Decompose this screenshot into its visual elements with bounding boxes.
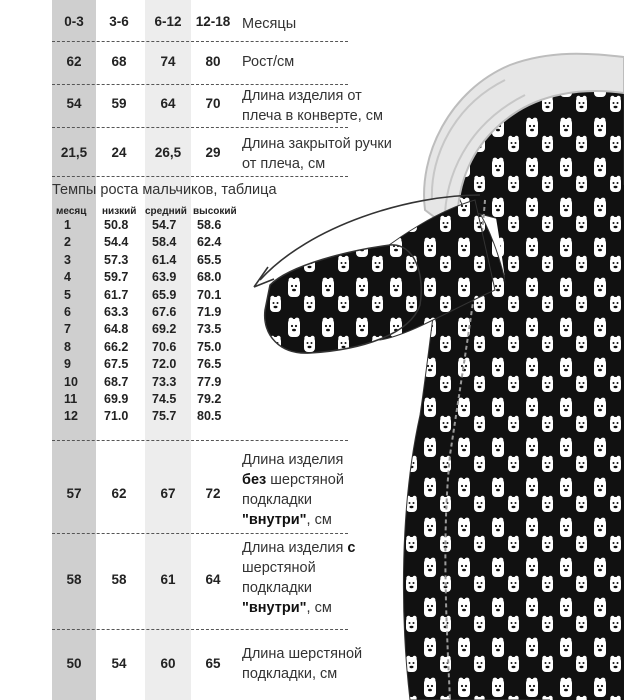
- height-value: 62: [66, 54, 82, 69]
- row-divider: [52, 41, 348, 42]
- length-without-lining-value: 57: [66, 486, 82, 501]
- row-divider: [52, 629, 348, 630]
- growth-low: 57.3: [104, 252, 129, 267]
- height-value: 80: [205, 54, 221, 69]
- growth-mid: 73.3: [152, 374, 177, 389]
- growth-table-title: Темпы роста мальчиков, таблица: [52, 182, 277, 198]
- growth-month: 2: [64, 235, 71, 250]
- growth-high: 70.1: [197, 287, 222, 302]
- row-divider: [52, 84, 348, 85]
- row-divider: [52, 440, 348, 441]
- growth-mid: 72.0: [152, 357, 177, 372]
- growth-high: 77.9: [197, 374, 222, 389]
- growth-low: 61.7: [104, 287, 129, 302]
- lining-length-value: 65: [205, 656, 221, 671]
- height-value: 74: [160, 54, 176, 69]
- growth-high: 80.5: [197, 409, 222, 424]
- row-label-months: Месяцы: [242, 16, 297, 32]
- growth-low: 67.5: [104, 357, 129, 372]
- length-without-lining-value: 67: [160, 486, 176, 501]
- length-with-lining-value: 61: [160, 572, 176, 587]
- growth-low: 71.0: [104, 409, 129, 424]
- row-divider: [52, 533, 348, 534]
- growth-header-month: месяц: [56, 206, 87, 217]
- growth-high: 58.6: [197, 218, 222, 232]
- growth-month: 1: [64, 218, 71, 232]
- length-with-lining-value: 64: [205, 572, 221, 587]
- size-header: 6-12: [154, 14, 182, 29]
- growth-low: 59.7: [104, 270, 129, 285]
- row-divider: [52, 176, 348, 177]
- size-header: 0-3: [64, 14, 84, 29]
- growth-mid: 63.9: [152, 270, 177, 285]
- growth-high: 79.2: [197, 392, 222, 406]
- length-value: 70: [205, 96, 221, 111]
- lining-length-value: 50: [66, 656, 82, 671]
- growth-mid: 75.7: [152, 409, 177, 424]
- growth-header-low: низкий: [102, 206, 137, 217]
- row-divider: [52, 127, 348, 128]
- row-label-sleeve: Длина закрытой ручки от плеча, см: [242, 136, 392, 172]
- growth-month: 7: [64, 322, 71, 337]
- growth-mid: 61.4: [152, 252, 177, 267]
- size-header: 12-18: [195, 14, 231, 29]
- growth-low: 68.7: [104, 374, 129, 389]
- growth-high: 73.5: [197, 322, 222, 337]
- length-value: 54: [66, 96, 82, 111]
- length-with-lining-value: 58: [66, 572, 82, 587]
- growth-mid: 74.5: [152, 392, 177, 406]
- growth-low: 54.4: [104, 235, 129, 250]
- growth-high: 68.0: [197, 270, 222, 285]
- length-without-lining-value: 62: [111, 486, 127, 501]
- size-header: 3-6: [109, 14, 129, 29]
- sleeve-value: 26,5: [154, 145, 182, 160]
- growth-mid: 69.2: [152, 322, 177, 337]
- growth-month: 6: [64, 305, 71, 319]
- growth-low: 64.8: [104, 322, 129, 337]
- growth-high: 65.5: [197, 252, 222, 267]
- growth-high: 62.4: [197, 235, 222, 250]
- height-value: 68: [111, 54, 127, 69]
- growth-month: 11: [64, 392, 78, 406]
- growth-month: 3: [64, 252, 71, 267]
- growth-mid: 58.4: [152, 235, 177, 250]
- sleeve-value: 21,5: [60, 145, 88, 160]
- growth-month: 5: [64, 287, 71, 302]
- length-value: 64: [160, 96, 176, 111]
- growth-month: 12: [64, 409, 78, 424]
- lining-length-value: 54: [111, 656, 127, 671]
- growth-high: 76.5: [197, 357, 222, 372]
- growth-high: 71.9: [197, 305, 222, 319]
- growth-low: 63.3: [104, 305, 129, 319]
- lining-length-value: 60: [160, 656, 176, 671]
- growth-mid: 54.7: [152, 218, 177, 232]
- sleeve-value: 24: [111, 145, 127, 160]
- growth-low: 66.2: [104, 339, 129, 354]
- row-label-with-lining: Длина изделия с шерстяной подкладки "внутри", см: [242, 540, 356, 616]
- length-with-lining-value: 58: [111, 572, 127, 587]
- mitten: [265, 245, 422, 353]
- growth-mid: 70.6: [152, 339, 177, 354]
- growth-low: 50.8: [104, 218, 129, 232]
- growth-month: 4: [64, 270, 71, 285]
- growth-mid: 67.6: [152, 305, 177, 319]
- row-label-length: Длина изделия от плеча в конверте, см: [242, 88, 384, 124]
- growth-high: 75.0: [197, 339, 222, 354]
- growth-month: 8: [64, 339, 71, 354]
- row-label-height: Рост/см: [242, 54, 295, 70]
- growth-header-mid: средний: [145, 206, 187, 217]
- growth-mid: 65.9: [152, 287, 177, 302]
- length-value: 59: [111, 96, 127, 111]
- growth-month: 10: [64, 374, 78, 389]
- growth-low: 69.9: [104, 392, 129, 406]
- growth-month: 9: [64, 357, 71, 372]
- row-label-without-lining: Длина изделия без шерстяной подкладки "внутри", см: [242, 452, 344, 528]
- length-without-lining-value: 72: [205, 486, 221, 501]
- sleeve-value: 29: [205, 145, 221, 160]
- growth-header-high: высокий: [193, 206, 237, 217]
- row-label-lining-length: Длина шерстяной подкладки, см: [242, 646, 363, 682]
